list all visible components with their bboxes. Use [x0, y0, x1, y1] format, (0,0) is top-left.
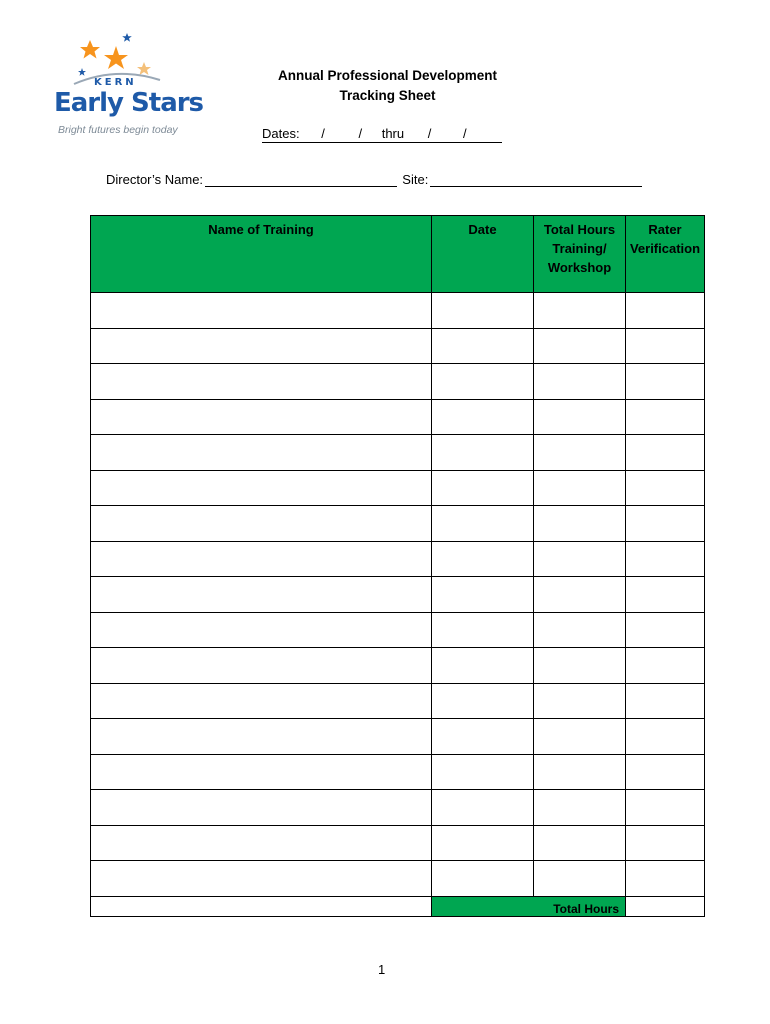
total-row	[91, 896, 705, 916]
total-hours-cell[interactable]	[626, 896, 705, 916]
training-name-cell[interactable]	[91, 399, 432, 435]
date-cell[interactable]	[432, 683, 534, 719]
rater-cell[interactable]	[626, 328, 705, 364]
rater-cell[interactable]	[626, 861, 705, 897]
training-name-cell[interactable]	[91, 541, 432, 577]
date-cell[interactable]	[432, 754, 534, 790]
col-header-name: Name of Training	[91, 216, 432, 293]
rater-cell[interactable]	[626, 612, 705, 648]
training-name-cell[interactable]	[91, 683, 432, 719]
table-row	[91, 470, 705, 506]
training-name-cell[interactable]	[91, 754, 432, 790]
logo-tagline: Bright futures begin today	[58, 124, 178, 136]
hours-cell[interactable]	[534, 328, 626, 364]
table-row	[91, 364, 705, 400]
table-row	[91, 683, 705, 719]
training-name-cell[interactable]	[91, 825, 432, 861]
hours-cell[interactable]	[534, 399, 626, 435]
date-slash-3: /	[427, 126, 432, 141]
training-name-cell[interactable]	[91, 293, 432, 329]
training-name-cell[interactable]	[91, 470, 432, 506]
date-cell[interactable]	[432, 328, 534, 364]
col-header-total-hours: Total Hours Training/ Workshop	[534, 216, 626, 293]
page-number: 1	[378, 962, 386, 977]
date-cell[interactable]	[432, 861, 534, 897]
table-row	[91, 648, 705, 684]
rater-cell[interactable]	[626, 435, 705, 471]
rater-cell[interactable]	[626, 648, 705, 684]
table-row	[91, 825, 705, 861]
rater-cell[interactable]	[626, 470, 705, 506]
hours-cell[interactable]	[534, 293, 626, 329]
date-cell[interactable]	[432, 541, 534, 577]
table-header-row	[91, 216, 705, 293]
hours-cell[interactable]	[534, 541, 626, 577]
hours-cell[interactable]	[534, 612, 626, 648]
date-cell[interactable]	[432, 399, 534, 435]
rater-cell[interactable]	[626, 683, 705, 719]
col-header-date: Date	[432, 216, 534, 293]
total-hours-label: Total Hours	[432, 896, 626, 916]
table-row	[91, 719, 705, 755]
date-cell[interactable]	[432, 612, 534, 648]
table-row	[91, 612, 705, 648]
training-name-cell[interactable]	[91, 719, 432, 755]
hours-cell[interactable]	[534, 790, 626, 826]
training-table	[90, 215, 705, 917]
dates-underline	[262, 142, 502, 143]
site-label: Site:	[402, 172, 429, 187]
table-row	[91, 328, 705, 364]
date-slash-1: /	[321, 126, 325, 141]
training-name-cell[interactable]	[91, 435, 432, 471]
training-name-cell[interactable]	[91, 790, 432, 826]
dates-thru: thru	[381, 126, 405, 141]
date-slash-2: /	[358, 126, 363, 141]
logo-brand-name: Early Stars	[54, 88, 204, 118]
dates-label: Dates:	[262, 126, 300, 141]
rater-cell[interactable]	[626, 293, 705, 329]
rater-cell[interactable]	[626, 825, 705, 861]
training-name-cell[interactable]	[91, 612, 432, 648]
date-cell[interactable]	[432, 719, 534, 755]
site-underline	[430, 186, 642, 187]
rater-cell[interactable]	[626, 754, 705, 790]
rater-cell[interactable]	[626, 719, 705, 755]
rater-cell[interactable]	[626, 364, 705, 400]
date-cell[interactable]	[432, 506, 534, 542]
table-row	[91, 577, 705, 613]
rater-cell[interactable]	[626, 541, 705, 577]
rater-cell[interactable]	[626, 790, 705, 826]
hours-cell[interactable]	[534, 825, 626, 861]
kern-early-stars-logo	[50, 28, 204, 140]
rater-cell[interactable]	[626, 506, 705, 542]
table-row	[91, 293, 705, 329]
page-title	[260, 66, 515, 106]
hours-cell[interactable]	[534, 719, 626, 755]
hours-cell[interactable]	[534, 435, 626, 471]
date-cell[interactable]	[432, 825, 534, 861]
date-cell[interactable]	[432, 790, 534, 826]
hours-cell[interactable]	[534, 577, 626, 613]
dates-field[interactable]	[262, 126, 467, 141]
rater-cell[interactable]	[626, 577, 705, 613]
date-cell[interactable]	[432, 435, 534, 471]
hours-cell[interactable]	[534, 364, 626, 400]
hours-cell[interactable]	[534, 861, 626, 897]
training-name-cell[interactable]	[91, 577, 432, 613]
training-name-cell[interactable]	[91, 364, 432, 400]
title-line-1: Annual Professional Development	[277, 68, 498, 83]
table-row	[91, 861, 705, 897]
hours-cell[interactable]	[534, 754, 626, 790]
date-cell[interactable]	[432, 470, 534, 506]
table-row	[91, 541, 705, 577]
training-name-cell[interactable]	[91, 861, 432, 897]
training-name-cell[interactable]	[91, 328, 432, 364]
logo-kern-text: KERN	[94, 77, 137, 88]
table-row	[91, 790, 705, 826]
date-cell[interactable]	[432, 577, 534, 613]
title-line-2: Tracking Sheet	[339, 88, 436, 103]
date-cell[interactable]	[432, 648, 534, 684]
table-row	[91, 754, 705, 790]
rater-cell[interactable]	[626, 399, 705, 435]
total-row-blank	[91, 896, 432, 916]
training-name-cell[interactable]	[91, 506, 432, 542]
table-row	[91, 399, 705, 435]
director-label: Director’s Name:	[106, 172, 204, 187]
hours-cell[interactable]	[534, 683, 626, 719]
director-name-underline	[205, 186, 397, 187]
date-cell[interactable]	[432, 293, 534, 329]
col-header-rater: Rater Verification	[626, 216, 705, 293]
training-name-cell[interactable]	[91, 648, 432, 684]
date-slash-4: /	[462, 126, 467, 141]
table-row	[91, 435, 705, 471]
date-cell[interactable]	[432, 364, 534, 400]
hours-cell[interactable]	[534, 470, 626, 506]
director-row	[106, 172, 646, 187]
table-row	[91, 506, 705, 542]
hours-cell[interactable]	[534, 648, 626, 684]
hours-cell[interactable]	[534, 506, 626, 542]
